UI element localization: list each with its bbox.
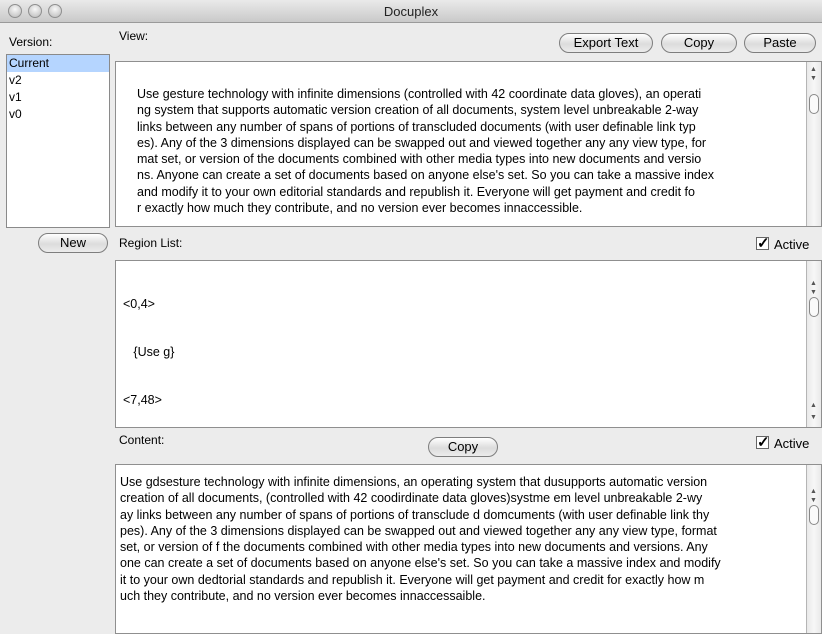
content-line: pes). Any of the 3 dimensions displayed can be swapped out and viewed together any any view type, format [120,523,717,538]
view-text-area[interactable] [115,61,822,227]
content-scrollbar[interactable] [806,465,821,633]
view-scroll-thumb[interactable] [809,94,819,114]
scroll-up-arrow-icon[interactable]: ▲ [810,280,817,287]
content-line: creation of all documents, (controlled with 42 coodirdinate data gloves)systme em level unbreakable 2-wy [120,491,703,506]
region-scroll-thumb[interactable] [809,297,819,317]
view-copy-button[interactable]: Copy [661,33,737,53]
content-line: ay links between any number of spans of portions of transclude d domcuments (with user definable link thy [120,507,710,522]
region-range: <0,4> [123,297,155,311]
scroll-down-arrow-icon[interactable]: ▼ [810,75,817,82]
view-line: links between any number of spans of portions of transcluded documents (with user definable link typ [137,119,696,134]
export-text-button[interactable]: Export Text [559,33,653,53]
paste-button[interactable]: Paste [744,33,816,53]
window-title: Docuplex [383,4,439,19]
content-active-label: Active [774,436,810,451]
view-line: and modify it to your own editorial standards and republish it. Everyone will get payment and credit fo [137,184,695,199]
scroll-up-arrow-icon[interactable]: ▲ [810,402,817,409]
content-text-area[interactable] [115,464,822,634]
content-line: set, or version of f the documents combined with other media types into new documents and versions. Any [120,540,708,555]
scroll-down-arrow-icon[interactable]: ▼ [810,414,817,421]
view-line: ng system that supports automatic version creation of all documents, system level unbreakable 2-way [137,103,699,118]
region-range: <7,48> [123,393,162,407]
region-scrollbar[interactable] [806,261,821,427]
view-text [137,86,801,216]
version-label: Version: [9,35,53,49]
view-scrollbar[interactable] [806,62,821,226]
scroll-up-arrow-icon[interactable]: ▲ [810,66,817,73]
view-line: ns. Anyone can create a set of documents based on anyone else's set. So you can take a massive index [137,168,715,183]
content-active-checkbox[interactable] [756,436,769,449]
view-line: r exactly how much they contribute, and no version ever becomes innaccessible. [137,201,583,216]
view-label: View: [119,29,149,43]
view-line: mat set, or version of the documents combined with other media types into new documents and versio [137,152,702,167]
region-active-checkbox[interactable] [756,237,769,250]
content-line: it to your own dedtorial standards and republish it. Everyone will get payment and credit for exactly how m [120,572,705,587]
content-scroll-thumb[interactable] [809,505,819,525]
view-line: Use gesture technology with infinite dimensions (controlled with 42 coordinate data gloves), an operati [137,87,702,101]
version-item-current[interactable]: Current [7,55,109,72]
version-item-v2[interactable]: v2 [9,73,22,87]
content-copy-button[interactable]: Copy [428,437,498,457]
view-line: es). Any of the 3 dimensions displayed can be swapped out and viewed together any any view type, for [137,135,707,150]
checkmark-icon: ✓ [757,235,770,252]
scroll-up-arrow-icon[interactable]: ▲ [810,488,817,495]
scroll-down-arrow-icon[interactable]: ▼ [810,497,817,504]
region-list-label: Region List: [119,236,183,250]
checkmark-icon: ✓ [757,434,770,451]
region-list-text [123,264,372,428]
version-item-v0[interactable]: v0 [9,107,22,121]
region-list-area[interactable] [115,260,822,428]
region-active-label: Active [774,237,810,252]
content-line: uch they contribute, and no version ever becomes innaccessaible. [120,589,486,604]
scroll-down-arrow-icon[interactable]: ▼ [810,289,817,296]
version-list[interactable] [6,54,110,228]
content-line: Use gdsesture technology with infinite dimensions, an operating system that dusupports automatic version [120,475,708,489]
version-item-v1[interactable]: v1 [9,90,22,104]
content-label: Content: [119,433,165,447]
region-span-text: {Use g} [123,345,175,359]
new-version-button[interactable]: New [38,233,108,253]
content-text [120,474,800,604]
content-line: one can create a set of documents based on anyone else's set. So you can take a massive index and modify [120,556,721,571]
